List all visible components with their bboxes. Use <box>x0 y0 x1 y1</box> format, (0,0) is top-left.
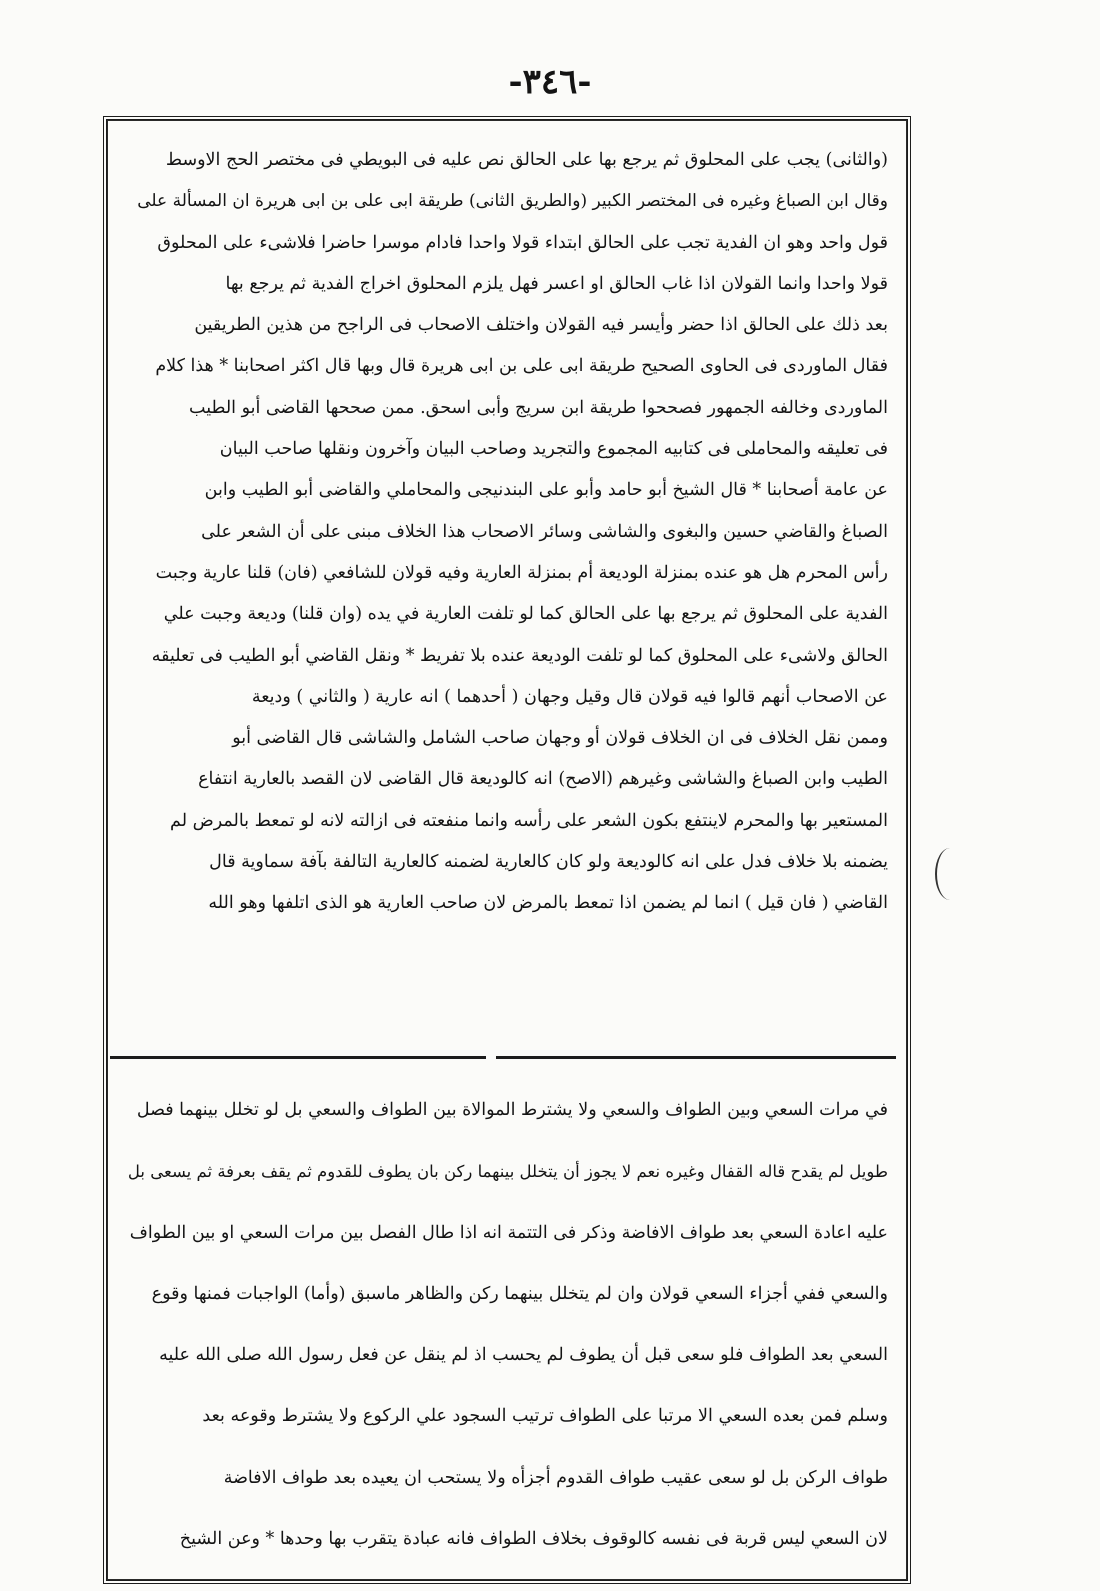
main-line: الحالق ولاشىء على المحلوق كما لو تلفت الوديعة عنده بلا تفريط * ونقل القاضي أبو الطيب فى تعليقه <box>151 645 888 666</box>
main-line: فى تعليقه والمحاملى فى كتابيه المجموع والتجريد وصاحب البيان وآخرون ونقلها صاحب البيان <box>219 439 888 460</box>
commentary-line: السعي بعد الطواف فلو سعى قبل أن يطوف لم يحسب اذ لم ينقل عن فعل رسول الله صلى الله عليه <box>159 1345 888 1366</box>
commentary-line: طواف الركن بل لو سعى عقيب طواف القدوم أجزأه ولا يستحب ان يعيده بعد طواف الافاضة <box>223 1467 888 1488</box>
main-line: بعد ذلك على الحالق اذا حضر وأيسر فيه القولان واختلف الاصحاب فى الراجح من هذين الطريقين <box>194 315 888 336</box>
commentary-text <box>118 1080 888 1570</box>
main-line: الفدية على المحلوق ثم يرجع بها على الحالق كما لو تلفت العارية في يده (وان قلنا) وديعة وجبت علي <box>163 604 888 625</box>
main-line: قولا واحدا وانما القولان اذا غاب الحالق او اعسر فهل يلزم المحلوق اخراج الفدية ثم يرجع بها <box>225 273 888 294</box>
page-number: -٣٤٦- <box>508 62 592 102</box>
main-line: قول واحد وهو ان الفدية تجب على الحالق ابتداء قولا واحدا فادام موسرا حاضرا فلاشىء على المحلوق <box>157 232 888 253</box>
margin-mark <box>935 848 965 900</box>
commentary-line: لان السعي ليس قربة فى نفسه كالوقوف بخلاف الطواف فانه عبادة يتقرب بها وحدها * وعن الشيخ <box>179 1529 888 1550</box>
commentary-line: في مرات السعي وبين الطواف والسعي ولا يشترط الموالاة بين الطواف والسعي بل لو تخلل بينهما فصل <box>136 1100 888 1120</box>
main-line: وقال ابن الصباغ وغيره فى المختصر الكبير (والطريق الثانى) طريقة ابى على بن ابى هريرة ان المسألة على <box>137 191 888 212</box>
main-text <box>118 140 888 925</box>
commentary-line: والسعي ففي أجزاء السعي قولان وان لم يتخلل بينهما ركن والظاهر ماسبق (وأما) الواجبات فمنها وقوع <box>151 1283 888 1304</box>
separator-gap <box>486 1052 496 1062</box>
main-line: الطيب وابن الصباغ والشاشى وغيرهم (الاصح) انه كالوديعة قال القاضى لان القصد بالعارية انتفاع <box>198 769 888 790</box>
main-line: الماوردى وخالفه الجمهور فصححوا طريقة ابن سريج وأبى اسحق. ممن صححها القاضى أبو الطيب <box>189 397 888 418</box>
main-line: المستعير بها والمحرم لاينتفع بكون الشعر على رأسه وانما منفعته فى ازالته لانه لو تمعط بالمرض لم <box>170 810 888 831</box>
main-line: عن الاصحاب أنهم قالوا فيه قولان قال وقيل وجهان ( أحدهما ) انه عارية ( والثاني ) وديعة <box>251 686 888 707</box>
main-line: الصباغ والقاضي حسين والبغوى والشاشى وسائر الاصحاب هذا الخلاف مبنى على أن الشعر على <box>201 521 888 542</box>
commentary-line: عليه اعادة السعي بعد طواف الافاضة وذكر فى التتمة انه اذا طال الفصل بين مرات السعي او بين الطواف <box>129 1222 888 1243</box>
main-line: وممن نقل الخلاف فى ان الخلاف قولان أو وجهان صاحب الشامل والشاشى قال القاضى أبو <box>232 728 888 749</box>
commentary-line: طويل لم يقدح قاله القفال وغيره نعم لا يجوز أن يتخلل بينهما ركن بان يطوف للقدوم ثم يقف بعرفة ثم يسعى بل <box>127 1162 888 1182</box>
main-line: يضمنه بلا خلاف فدل على انه كالوديعة ولو كان كالعارية لضمنه كالعارية التالفة بآفة سماوية قال <box>209 852 888 873</box>
commentary-line: وسلم فمن بعده السعي الا مرتبا على الطواف ترتيب السجود علي الركوع ولا يشترط وقوعه بعد <box>202 1406 888 1427</box>
main-line: القاضي ( فان قيل ) انما لم يضمن اذا تمعط بالمرض لان صاحب العارية هو الذى اتلفها وهو الله <box>208 893 888 914</box>
main-line: فقال الماوردى فى الحاوى الصحيح طريقة ابى على بن ابى هريرة قال وبها قال اكثر اصحابنا * هذا كلام <box>155 356 888 377</box>
main-line: عن عامة أصحابنا * قال الشيخ أبو حامد وأبو على البندنيجى والمحاملي والقاضى أبو الطيب وابن <box>204 480 888 501</box>
main-line: رأس المحرم هل هو عنده بمنزلة الوديعة أم بمنزلة العارية وفيه قولان للشافعي (فان) قلنا عارية وجبت <box>155 562 888 583</box>
main-line: (والثانى) يجب على المحلوق ثم يرجع بها على الحالق نص عليه فى البويطي فى مختصر الحج الاوسط <box>165 150 888 170</box>
section-separator <box>110 1056 896 1059</box>
